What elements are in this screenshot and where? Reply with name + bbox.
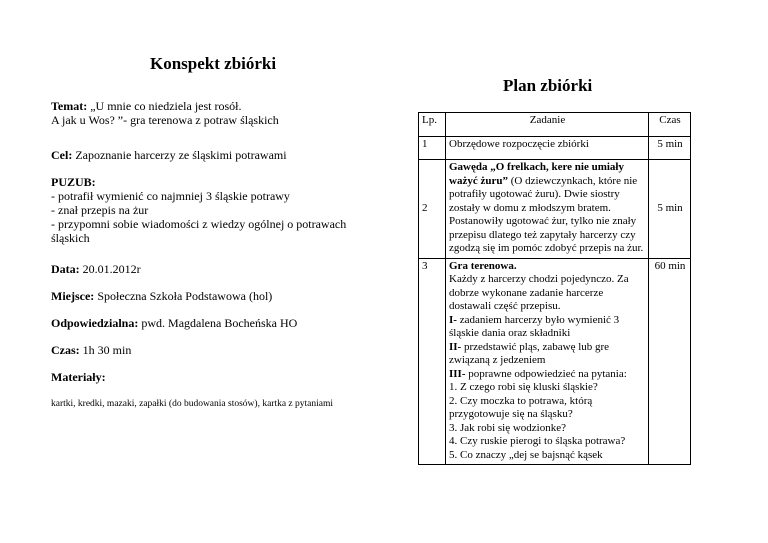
row-lp: 1 [419, 137, 446, 160]
temat-line1: „U mnie co niedziela jest rosół. [90, 99, 242, 113]
plan-table [418, 112, 691, 465]
odpowiedzialna-label: Odpowiedzialna: [51, 316, 139, 330]
data-value: 20.01.2012r [82, 262, 141, 276]
puzub-label: PUZUB: [51, 175, 96, 189]
temat-label: Temat: [51, 99, 88, 113]
plan-title: Plan zbiórki [503, 76, 593, 95]
part3-label: III- [449, 367, 466, 380]
czas-label: Czas: [51, 343, 80, 357]
puzub-item: - potrafił wymienić co najmniej 3 śląskie potrawy [51, 189, 290, 203]
part2-label: II- [449, 340, 462, 353]
gra-intro: Każdy z harcerzy chodzi pojedynczo. Za dobrze wykonane zadanie harcerze dostawali część przepisu. [449, 273, 629, 312]
puzub-item: śląskich [51, 231, 90, 245]
odpowiedzialna-section [51, 316, 297, 330]
table-row [419, 258, 691, 465]
row-lp: 2 [419, 160, 446, 259]
odpowiedzialna-value: pwd. Magdalena Bocheńska HO [141, 316, 298, 330]
row-zadanie [446, 258, 649, 465]
row-czas: 5 min [649, 137, 691, 160]
row-zadanie: Obrzędowe rozpoczęcie zbiórki [446, 137, 649, 160]
question-item: 1. Z czego robi się kluski śląskie? [449, 381, 598, 393]
gaweda-title: Gawęda „O frelkach, kere nie umiały ważyć żuru” [449, 161, 624, 187]
part1-text: zadaniem harcerzy było wymienić 3 śląskie dania oraz składniki [449, 313, 620, 339]
part1-label: I- [449, 313, 457, 326]
puzub-section [51, 175, 391, 245]
data-section [51, 262, 141, 276]
puzub-item: - przypomni sobie wiadomości z wiedzy ogólnej o potrawach [51, 217, 347, 231]
materialy-value: kartki, kredki, mazaki, zapałki (do budowania stosów), kartka z pytaniami [51, 399, 334, 409]
miejsce-value: Społeczna Szkoła Podstawowa (hol) [97, 289, 273, 303]
czas-value: 1h 30 min [82, 343, 132, 357]
part2-text: przedstawić pląs, zabawę lub gre związaną z jedzeniem [449, 340, 610, 366]
data-label: Data: [51, 262, 80, 276]
row-zadanie [446, 160, 649, 259]
part3-text: poprawne odpowiedzieć na pytania: [465, 367, 627, 380]
materialy-section [51, 370, 106, 384]
page-title: Konspekt zbiórki [150, 54, 277, 73]
temat-line2: A jak u Wos? ”- gra terenowa z potraw śląskich [51, 113, 279, 127]
header-czas: Czas [649, 113, 691, 137]
question-item: 3. Jak robi się wodzionke? [449, 421, 566, 434]
miejsce-label: Miejsce: [51, 289, 95, 303]
row-lp: 3 [419, 258, 446, 465]
row-czas: 60 min [649, 258, 691, 465]
header-zadanie: Zadanie [446, 113, 649, 137]
table-row [419, 137, 691, 160]
czas-section [51, 343, 131, 357]
gaweda-body: (O dziewczynkach, które nie potrafiły ugotować żuru). Dwie siostry zostały w domu z młodszym bratem. Postanowiły ugotować żur, tylko nie znały przepisu dlatego też zapytały harcerzy czy zgodzą się im pomóc zdobyć przepis na żur. [449, 174, 644, 254]
table-header-row [419, 113, 691, 137]
puzub-item: - znał przepis na żur [51, 203, 149, 217]
cel-section [51, 148, 381, 162]
table-row [419, 160, 691, 259]
row-czas: 5 min [649, 160, 691, 259]
question-item: 5. Co znaczy „dej se bajsnąć kąsek [449, 448, 603, 461]
header-lp: Lp. [419, 113, 446, 137]
cel-label: Cel: [51, 148, 73, 162]
question-item: 2. Czy moczka to potrawa, którą przygotowuje się na śląsku? [449, 394, 593, 420]
cel-value: Zapoznanie harcerzy ze śląskimi potrawami [75, 148, 287, 162]
question-item: 4. Czy ruskie pierogi to śląska potrawa? [449, 435, 626, 447]
temat-section [51, 99, 381, 127]
materialy-label: Materiały: [51, 370, 106, 384]
gra-title: Gra terenowa. [449, 259, 517, 272]
miejsce-section [51, 289, 272, 303]
